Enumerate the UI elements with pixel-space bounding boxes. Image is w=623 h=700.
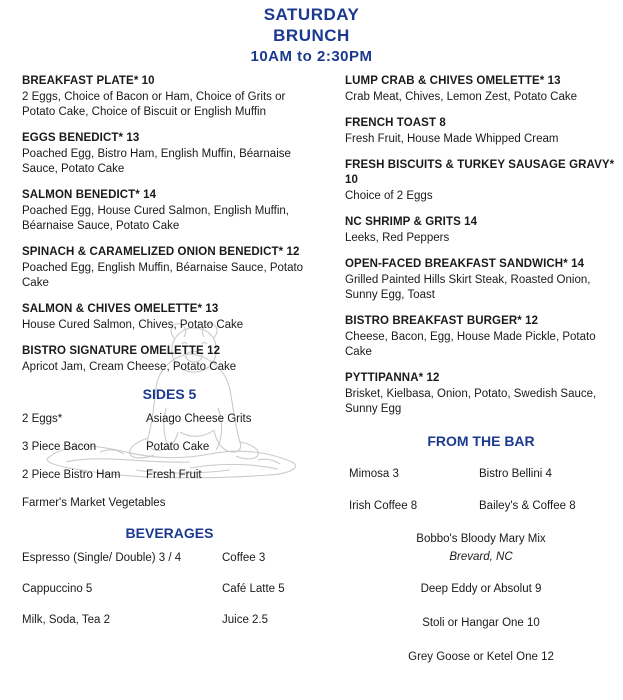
beverage-item: Café Latte 5 [222, 583, 285, 595]
menu-item [345, 74, 617, 105]
menu-item-description: Poached Egg, English Muffin, Béarnaise Sauce, Potato Cake [22, 262, 304, 289]
menu-item-title: OPEN-FACED BREAKFAST SANDWICH* 14 [345, 258, 585, 270]
beverages-row [22, 551, 317, 566]
bar-heading: FROM THE BAR [427, 433, 535, 449]
menu-item [345, 116, 617, 147]
bar-item-origin: Brevard, NC [449, 551, 513, 563]
sides-section [22, 386, 317, 511]
menu-item-title: EGGS BENEDICT* 13 [22, 132, 140, 144]
menu-item-description: Poached Egg, House Cured Salmon, English Muffin, Béarnaise Sauce, Potato Cake [22, 205, 289, 232]
menu-item-description: Fresh Fruit, House Made Whipped Cream [345, 133, 559, 145]
menu-item-title: PYTTIPANNA* 12 [345, 372, 440, 384]
sides-item: Fresh Fruit [146, 469, 202, 481]
menu-item [345, 215, 617, 246]
menu-item-title: SALMON & CHIVES OMELETTE* 13 [22, 303, 219, 315]
beverage-item: Coffee 3 [222, 552, 266, 564]
menu-item [345, 314, 617, 360]
bar-item: Deep Eddy or Absolut 9 [420, 583, 542, 595]
bar-item: Bistro Bellini 4 [479, 468, 552, 480]
bar-item: Irish Coffee 8 [349, 500, 418, 512]
menu-hours: 10AM to 2:30PM [250, 48, 373, 65]
menu-item [22, 302, 317, 333]
menu-item-description: Leeks, Red Peppers [345, 232, 450, 244]
sides-item: 3 Piece Bacon [22, 441, 97, 453]
menu-item-description: Apricot Jam, Cream Cheese, Potato Cake [22, 361, 237, 373]
menu-item-title: BISTRO SIGNATURE OMELETTE 12 [22, 345, 221, 357]
menu-item-title: SPINACH & CARAMELIZED ONION BENEDICT* 12 [22, 246, 300, 258]
beverages-row [22, 582, 317, 597]
menu-item [22, 344, 317, 375]
menu-item-description: Poached Egg, Bistro Ham, English Muffin, Béarnaise Sauce, Potato Cake [22, 148, 291, 175]
bar-item: Bailey's & Coffee 8 [479, 500, 576, 512]
menu-header [0, 0, 623, 68]
beverages-section [22, 525, 317, 628]
menu-item-title: BREAKFAST PLATE* 10 [22, 75, 155, 87]
sides-item: 2 Eggs* [22, 413, 63, 425]
beverages-heading: BEVERAGES [125, 525, 214, 541]
menu-item [22, 245, 317, 291]
beverage-item: Espresso (Single/ Double) 3 / 4 [22, 552, 182, 564]
bar-item: Grey Goose or Ketel One 12 [408, 651, 554, 663]
menu-item-title: SALMON BENEDICT* 14 [22, 189, 157, 201]
menu-item [345, 158, 617, 204]
sides-row [22, 412, 317, 427]
menu-item-title: LUMP CRAB & CHIVES OMELETTE* 13 [345, 75, 561, 87]
menu-item-title: BISTRO BREAKFAST BURGER* 12 [345, 315, 539, 327]
menu-title-line-1: SATURDAY [263, 5, 360, 24]
menu-title-line-2: BRUNCH [273, 26, 350, 45]
sides-item: 2 Piece Bistro Ham [22, 469, 121, 481]
bar-section [345, 433, 617, 665]
menu-item [345, 257, 617, 303]
menu-column-left [0, 74, 325, 679]
beverages-row [22, 613, 317, 628]
sides-row [22, 468, 317, 483]
bar-row [345, 467, 617, 482]
bar-item: Bobbo's Bloody Mary Mix [416, 533, 546, 545]
menu-item-description: Crab Meat, Chives, Lemon Zest, Potato Cake [345, 91, 578, 103]
beverage-item: Cappuccino 5 [22, 583, 93, 595]
menu-item-title: NC SHRIMP & GRITS 14 [345, 216, 478, 228]
menu-item-title: FRESH BISCUITS & TURKEY SAUSAGE GRAVY* 10 [345, 159, 615, 186]
sides-item: Asiago Cheese Grits [146, 413, 252, 425]
beverage-item: Milk, Soda, Tea 2 [22, 614, 111, 626]
menu-item-title: FRENCH TOAST 8 [345, 117, 446, 129]
menu-item [22, 188, 317, 234]
bar-row [345, 499, 617, 514]
menu-item-description: House Cured Salmon, Chives, Potato Cake [22, 319, 244, 331]
sides-heading: SIDES 5 [142, 386, 197, 402]
beverage-item: Juice 2.5 [222, 614, 269, 626]
menu-item [345, 371, 617, 417]
menu-item-description: Cheese, Bacon, Egg, House Made Pickle, Potato Cake [345, 331, 596, 358]
sides-item: Potato Cake [146, 441, 210, 453]
sides-item: Farmer's Market Vegetables [22, 497, 166, 509]
bar-item: Stoli or Hangar One 10 [422, 617, 540, 629]
menu-item-description: Brisket, Kielbasa, Onion, Potato, Swedish Sauce, Sunny Egg [345, 388, 597, 415]
menu-item [22, 131, 317, 177]
menu-item-description: Choice of 2 Eggs [345, 190, 433, 202]
bar-item: Mimosa 3 [349, 468, 399, 480]
sides-row [22, 440, 317, 455]
menu-columns [0, 74, 623, 679]
menu-item-description: Grilled Painted Hills Skirt Steak, Roasted Onion, Sunny Egg, Toast [345, 274, 591, 301]
menu-column-right [325, 74, 623, 679]
menu-item-description: 2 Eggs, Choice of Bacon or Ham, Choice of Grits or Potato Cake, Choice of Biscuit or English Muffin [22, 91, 286, 118]
menu-item [22, 74, 317, 120]
